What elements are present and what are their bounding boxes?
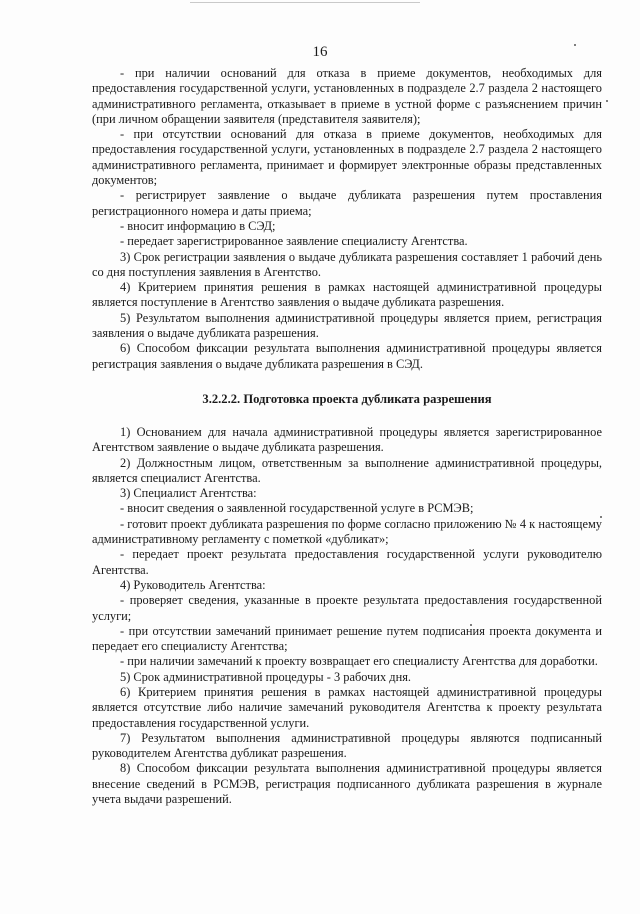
paragraph: 2) Должностным лицом, ответственным за выполнение административной процедуры, является специалист Агентства. [92, 455, 602, 485]
paragraph: 3) Срок регистрации заявления о выдаче дубликата разрешения составляет 1 рабочий день со дня поступления заявления в Агентство. [92, 249, 602, 279]
section-heading: 3.2.2.2. Подготовка проекта дубликата разрешения [202, 391, 492, 406]
paragraph: - готовит проект дубликата разрешения по форме согласно приложению № 4 к настоящему административному регламенту с пометкой «дубликат»; [92, 516, 602, 547]
paragraph: 5) Результатом выполнения административной процедуры является прием, регистрация заявления о выдаче дубликата разрешения. [92, 310, 602, 341]
paragraph: - при отсутствии замечаний принимает решение путем подписания проекта документа и передает его специалисту Агентства; [92, 623, 602, 654]
paragraph: 4) Руководитель Агентства: [120, 577, 266, 592]
paragraph: - вносит сведения о заявленной государственной услуге в РСМЭВ; [120, 501, 474, 516]
page-number: 16 [312, 44, 328, 60]
paragraph: - при наличии оснований для отказа в приеме документов, необходимых для предоставления государственной услуги, установленных в подразделе 2.7 раздела 2 настоящего административного регламента, отказывает в приеме в устной форме с разъяснением причин (при личном обращении заявителя (представителя заявителя); [92, 66, 602, 126]
scan-edge-line [190, 2, 420, 3]
scan-speck [606, 100, 608, 102]
paragraph: 1) Основанием для начала административной процедуры является зарегистрированное Агентством заявление о выдаче дубликата разрешения. [92, 424, 602, 455]
paragraph: - при наличии замечаний к проекту возвращает его специалисту Агентства для доработки. [120, 654, 598, 669]
section-2 [92, 425, 602, 807]
paragraph: - передает проект результата предоставления государственной услуги руководителю Агентства. [92, 547, 602, 577]
paragraph: - при отсутствии оснований для отказа в приеме документов, необходимых для предоставления государственной услуги, установленных в подразделе 2.7 раздела 2 настоящего административного регламента, принимает и формирует электронные образы представленных документов; [92, 127, 602, 188]
paragraph: 6) Способом фиксации результата выполнения административной процедуры является регистрация заявления о выдаче дубликата разрешения в СЭД. [92, 341, 602, 371]
paragraph: - передает зарегистрированное заявление специалисту Агентства. [120, 234, 468, 249]
document-body [92, 66, 602, 807]
paragraph: 7) Результатом выполнения административной процедуры являются подписанный руководителем Агентства дубликат разрешения. [92, 730, 602, 761]
section-1 [92, 66, 602, 372]
paragraph: 3) Специалист Агентства: [120, 486, 257, 501]
paragraph: 8) Способом фиксации результата выполнения административной процедуры является внесение сведений в РСМЭВ, регистрация подписанного дубликата разрешения в журнале учета выдачи разрешений. [92, 761, 602, 807]
paragraph: - вносит информацию в СЭД; [120, 218, 276, 233]
paragraph: - проверяет сведения, указанные в проекте результата предоставления государственной услуги; [92, 593, 602, 623]
paragraph: 5) Срок административной процедуры - 3 рабочих дня. [120, 669, 412, 684]
paragraph: 4) Критерием принятия решения в рамках настоящей административной процедуры является поступление в Агентство заявления о выдаче дубликата разрешения. [92, 280, 602, 310]
paragraph: 6) Критерием принятия решения в рамках настоящей административной процедуры является отсутствие либо наличие замечаний руководителя Агентства к проекту результата предоставления государственной услуги. [92, 684, 602, 730]
paragraph: - регистрирует заявление о выдаче дубликата разрешения путем проставления регистрационного номера и даты приема; [92, 188, 602, 218]
